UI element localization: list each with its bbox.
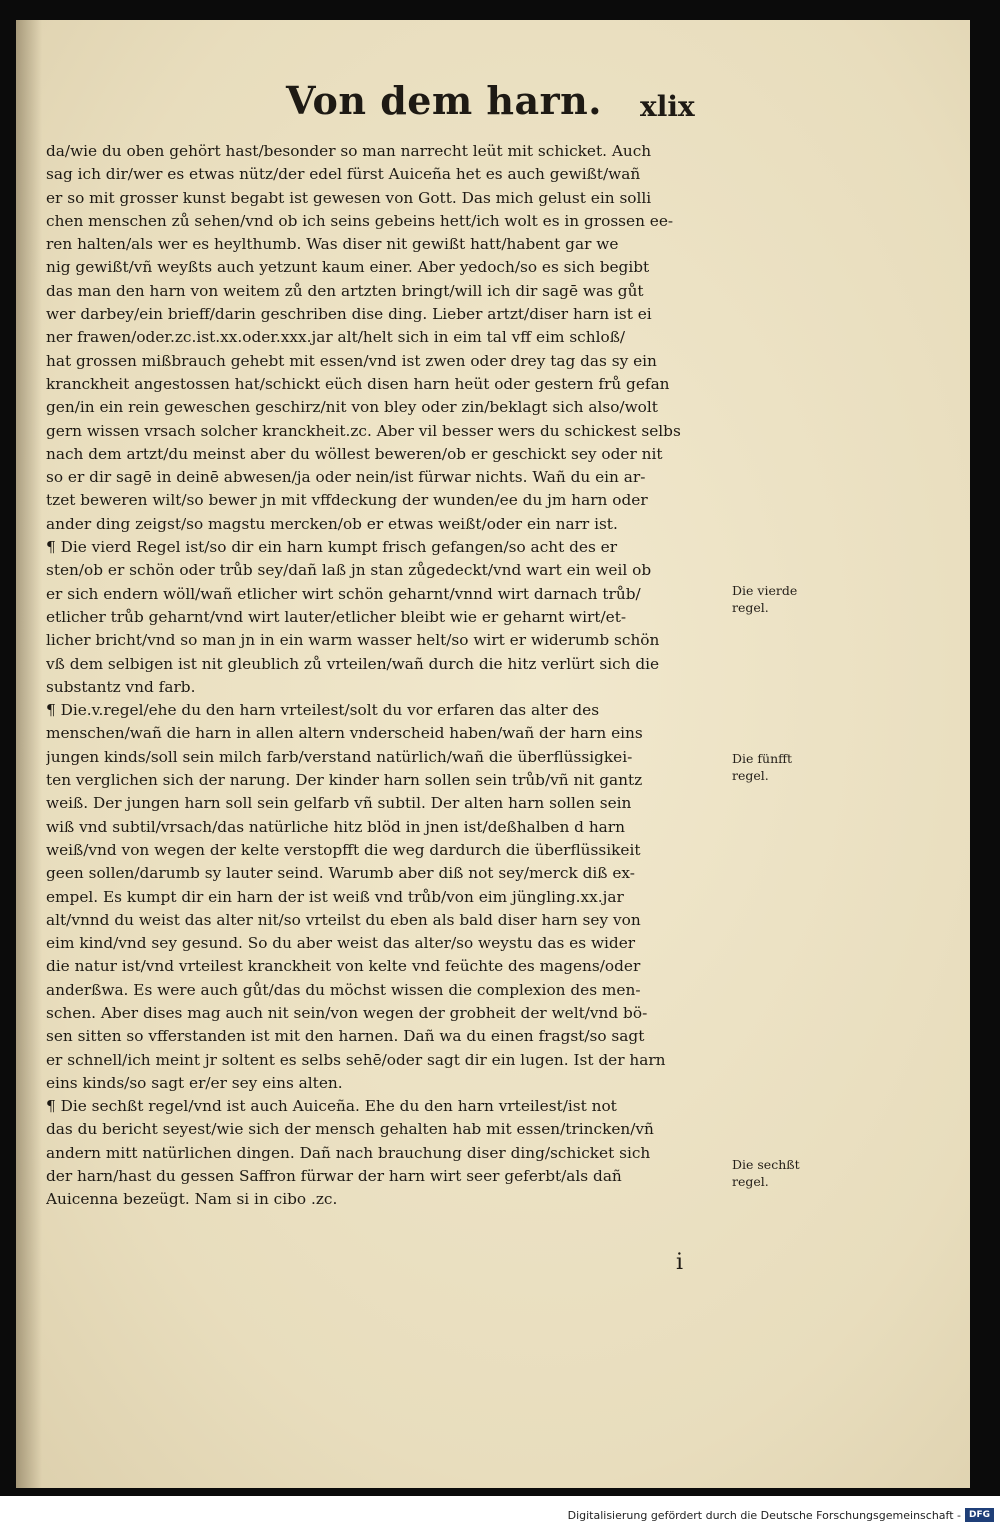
paragraph <box>46 699 758 1095</box>
text-line: eins kinds/so sagt er/er sey eins alten. <box>46 1073 343 1092</box>
text-line: vß dem selbigen ist nit gleublich zů vrteilen/wañ durch die hitz verlürt sich die <box>46 654 660 673</box>
margin-note-sechsst-regel <box>732 1156 832 1190</box>
text-line: geen sollen/darumb sy lauter seind. Warumb aber diß not sey/merck diß ex- <box>46 864 635 883</box>
text-line: chen menschen zů sehen/vnd ob ich seins gebeins hett/ich wolt es in grossen ee- <box>46 211 674 230</box>
text-line: ander ding zeigst/so magstu mercken/ob er etwas weißt/oder ein narr ist. <box>46 514 618 533</box>
text-line: kranckheit angestossen hat/schickt eüch disen harn heüt oder gestern frů gefan <box>46 374 670 393</box>
text-line: menschen/wañ die harn in allen altern vnderscheid haben/wañ der harn eins <box>46 724 643 743</box>
text-line: ren halten/als wer es heylthumb. Was diser nit gewißt hatt/habent gar we <box>46 235 619 254</box>
text-line: sag ich dir/wer es etwas nütz/der edel fürst Auiceña het es auch gewißt/wañ <box>46 165 641 184</box>
text-line: schen. Aber dises mag auch nit sein/von wegen der grobheit der welt/vnd bö- <box>46 1003 648 1022</box>
margin-note-line: regel. <box>732 768 769 783</box>
margin-note-line: Die vierde <box>732 583 798 598</box>
gutter-shadow <box>16 20 42 1488</box>
text-line: tzet beweren wilt/so bewer jn mit vffdeckung der wunden/ee du jm harn oder <box>46 491 648 510</box>
text-line: ner frawen/oder.zc.ist.xx.oder.xxx.jar alt/helt sich in eim tal vff eim schloß/ <box>46 328 626 347</box>
margin-note-fuenfft-regel <box>732 750 832 784</box>
footer-credit <box>568 1508 994 1522</box>
text-line: ¶ Die.v.regel/ehe du den harn vrteilest/solt du vor erfaren das alter des <box>46 701 600 720</box>
text-line: ¶ Die sechßt regel/vnd ist auch Auiceña. Ehe du den harn vrteilest/ist not <box>46 1097 617 1116</box>
running-head: Von dem harn. <box>286 78 603 123</box>
margin-note-line: regel. <box>732 600 769 615</box>
text-line: nig gewißt/vñ weyßts auch yetzunt kaum einer. Aber yedoch/so es sich begibt <box>46 258 650 277</box>
paragraph <box>46 140 758 536</box>
text-line: jungen kinds/soll sein milch farb/verstand natürlich/wañ die überflüssigkei- <box>46 747 633 766</box>
text-line: so er dir sagē in deinē abwesen/ja oder nein/ist fürwar nichts. Wañ du ein ar- <box>46 468 646 487</box>
text-line: wiß vnd subtil/vrsach/das natürliche hitz blöd in jnen ist/deßhalben d harn <box>46 817 625 836</box>
margin-note-line: Die sechßt <box>732 1157 800 1172</box>
text-line: substantz vnd farb. <box>46 677 196 696</box>
text-line: ¶ Die vierd Regel ist/so dir ein harn kumpt frisch gefangen/so acht des er <box>46 538 618 557</box>
text-line: etlicher trůb geharnt/vnd wirt lauter/etlicher bleibt wie er geharnt wirt/et- <box>46 607 627 626</box>
text-line: hat grossen mißbrauch gehebt mit essen/vnd ist zwen oder drey tag das sy ein <box>46 351 657 370</box>
text-line: der harn/hast du gessen Saffron fürwar der harn wirt seer geferbt/als dañ <box>46 1167 622 1186</box>
text-line: gern wissen vrsach solcher kranckheit.zc. Aber vil besser wers du schickest selbs <box>46 421 681 440</box>
paragraph <box>46 536 758 699</box>
text-line: er so mit grosser kunst begabt ist gewesen von Gott. Das mich gelust ein solli <box>46 188 652 207</box>
paragraph <box>46 1095 758 1211</box>
text-line: alt/vnnd du weist das alter nit/so vrteilst du eben als bald diser harn sey von <box>46 910 641 929</box>
text-line: weiß/vnd von wegen der kelte verstopfft die weg dardurch die überflüssikeit <box>46 840 641 859</box>
text-line: die natur ist/vnd vrteilest kranckheit von kelte vnd feüchte des magens/oder <box>46 957 641 976</box>
text-line: sten/ob er schön oder trůb sey/dañ laß jn stan zůgedeckt/vnd wart ein weil ob <box>46 561 652 580</box>
main-text-block <box>46 140 758 1212</box>
margin-note-vierde-regel <box>732 582 832 616</box>
text-line: licher bricht/vnd so man jn in ein warm wasser helt/so wirt er widerumb schön <box>46 631 660 650</box>
text-line: er schnell/ich meint jr soltent es selbs sehē/oder sagt dir ein lugen. Ist der harn <box>46 1050 666 1069</box>
folio-number: xlix <box>640 90 695 123</box>
text-line: anderßwa. Es were auch gůt/das du möchst wissen die complexion des men- <box>46 980 641 999</box>
margin-note-line: regel. <box>732 1174 769 1189</box>
text-line: wer darbey/ein brieff/darin geschriben dise ding. Lieber artzt/diser harn ist ei <box>46 305 652 324</box>
text-line: das du bericht seyest/wie sich der mensch gehalten hab mit essen/trincken/vñ <box>46 1120 654 1139</box>
dfg-logo-icon: DFG <box>965 1508 994 1522</box>
footer-text: Digitalisierung gefördert durch die Deutsche Forschungsgemeinschaft - <box>567 1508 961 1522</box>
text-line: eim kind/vnd sey gesund. So du aber weist das alter/so weystu das es wider <box>46 934 636 953</box>
text-line: ten verglichen sich der narung. Der kinder harn sollen sein trůb/vñ nit gantz <box>46 771 643 790</box>
signature-mark: i <box>676 1250 684 1275</box>
text-line: empel. Es kumpt dir ein harn der ist weiß vnd trůb/von eim jüngling.xx.jar <box>46 887 624 906</box>
text-line: weiß. Der jungen harn soll sein gelfarb vñ subtil. Der alten harn sollen sein <box>46 794 632 813</box>
margin-note-line: Die fünfft <box>732 751 793 766</box>
text-line: da/wie du oben gehört hast/besonder so man narrecht leüt mit schicket. Auch <box>46 142 652 160</box>
text-line: Auicenna bezeügt. Nam si in cibo .zc. <box>46 1190 338 1209</box>
text-line: gen/in ein rein geweschen geschirz/nit von bley oder zin/beklagt sich also/wolt <box>46 398 658 417</box>
text-line: andern mitt natürlichen dingen. Dañ nach brauchung diser ding/schicket sich <box>46 1143 651 1162</box>
text-line: er sich endern wöll/wañ etlicher wirt schön geharnt/vnnd wirt darnach trůb/ <box>46 584 641 603</box>
text-line: das man den harn von weitem zů den artzten bringt/will ich dir sagē was gůt <box>46 281 644 300</box>
text-line: sen sitten so vfferstanden ist mit den harnen. Dañ wa du einen fragst/so sagt <box>46 1027 645 1046</box>
text-line: nach dem artzt/du meinst aber du wöllest beweren/ob er geschickt sey oder nit <box>46 444 663 463</box>
